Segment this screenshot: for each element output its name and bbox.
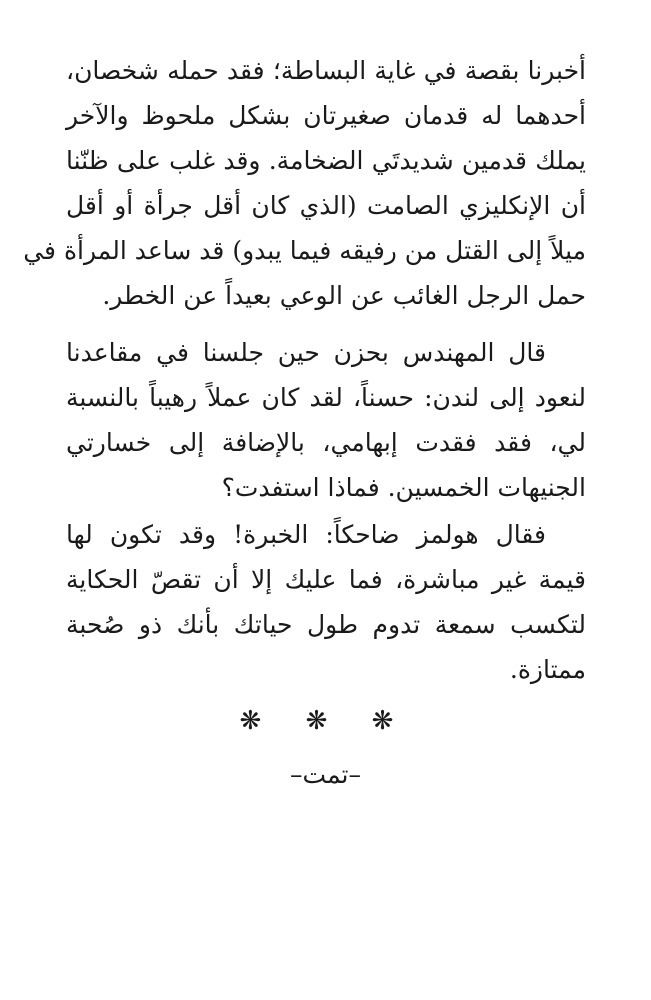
paragraph-line: الجنيهات الخمسين. فماذا استفدت؟ [221,473,586,502]
paragraph-3 [66,512,586,692]
paragraph-line: يملك قدمين شديدتَي الضخامة. وقد غلب على ظنّنا [66,146,586,175]
end-marker: –تمت– [290,760,361,789]
section-separator: ❋ ❋ ❋ [239,706,412,736]
paragraph-line: لتكسب سمعة تدوم طول حياتك بأنك ذو صُحبة [66,610,586,639]
paragraph-2 [66,330,586,510]
paragraph-line: أخبرنا بقصة في غاية البساطة؛ فقد حمله شخصان، [66,56,586,85]
paragraph-line: ممتازة. [509,655,586,684]
paragraph-line: فقال هولمز ضاحكاً: الخبرة! وقد تكون لها [66,520,546,549]
paragraph-line: لنعود إلى لندن: حسناً، لقد كان عملاً رهيباً بالنسبة [66,383,586,412]
paragraph-line: قال المهندس بحزن حين جلسنا في مقاعدنا [66,338,546,367]
paragraph-1 [23,48,586,318]
paragraph-line: أن الإنكليزي الصامت (الذي كان أقل جرأة أو أقل [66,191,586,220]
paragraph-line: حمل الرجل الغائب عن الوعي بعيداً عن الخطر. [102,281,586,310]
paragraph-line: قيمة غير مباشرة، فما عليك إلا أن تقصّ الحكاية [66,565,586,594]
paragraph-line: أحدهما له قدمان صغيرتان بشكل ملحوظ والآخر [66,101,586,130]
paragraph-line: ميلاً إلى القتل من رفيقه فيما يبدو) قد ساعد المرأة في [23,236,586,265]
paragraph-line: لي، فقد فقدت إبهامي، بالإضافة إلى خسارتي [66,428,586,457]
